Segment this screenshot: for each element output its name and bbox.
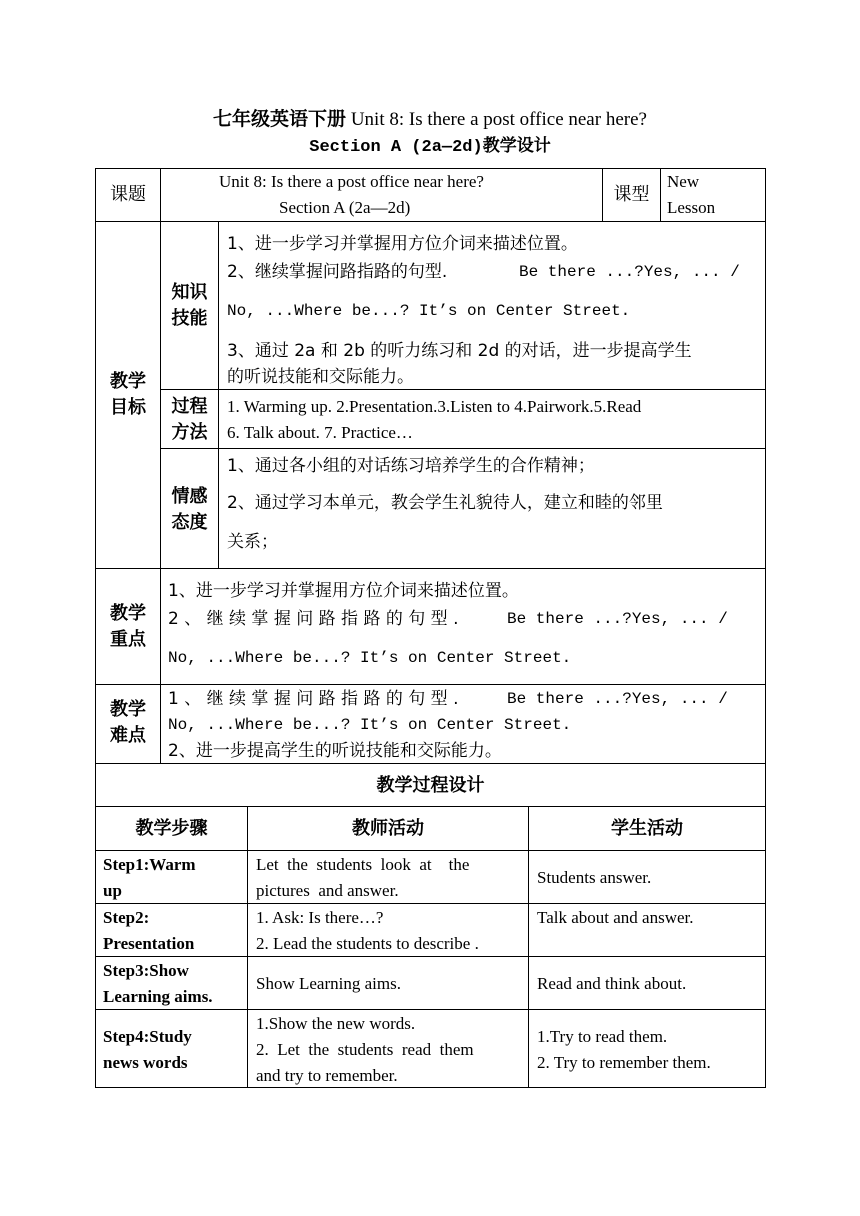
knowledge-line-2b: Be there ...?Yes, ... / (519, 263, 740, 281)
subtitle-en: Section A (2a—2d) (309, 138, 483, 157)
topic-line-2: Section A (2a—2d) (279, 198, 411, 217)
col-teacher-header-cell (247, 806, 529, 851)
knowledge-line-1: 1、进一步学习并掌握用方位介词来描述位置。 (227, 234, 578, 254)
knowledge-label-1: 知识 (171, 282, 208, 303)
attitude-label-2: 态度 (171, 512, 208, 533)
teacher-line-2: 2. Let the students read them (256, 1040, 474, 1059)
step-line-1: Step4:Study (103, 1027, 192, 1046)
difficulties-line-1a: 1 、 继 续 掌 握 问 路 指 路 的 句 型 . (168, 689, 459, 709)
attitude-line-2: 2、通过学习本单元，教会学生礼貌待人，建立和睦的邻里 (227, 493, 663, 513)
knowledge-line-4a: 3、通过 2a 和 2b 的听力练习和 2d 的对话，进一步提高学生 (227, 341, 692, 361)
col-student-header-cell (528, 806, 766, 851)
step-line-2: up (103, 881, 122, 900)
keypoints-label-1: 教学 (110, 603, 146, 624)
col-step-header: 教学步骤 (135, 818, 208, 839)
student-line-1: Students answer. (537, 868, 652, 887)
student-line-1: Talk about and answer. (537, 908, 694, 927)
goals-label-2: 目标 (110, 397, 146, 418)
step-line-1: Step1:Warm (103, 855, 196, 874)
type-label: 课型 (613, 184, 650, 205)
teacher-line-2: pictures and answer. (256, 881, 399, 900)
difficulties-label-1: 教学 (110, 699, 146, 720)
type-label-cell (602, 168, 661, 222)
teacher-line-3: and try to remember. (256, 1066, 398, 1085)
subtitle-cn: 教学设计 (482, 136, 551, 156)
process-line-1: 1. Warming up. 2.Presentation.3.Listen to 4.Pairwork.5.Read (227, 397, 642, 416)
keypoints-label-cell (95, 568, 161, 685)
knowledge-line-2a: 2、继续掌握问路指路的句型. (227, 262, 448, 282)
type-cell (660, 168, 766, 222)
keypoints-line-2a: 2 、 继 续 掌 握 问 路 指 路 的 句 型 . (168, 609, 459, 629)
teacher-line-1: Let the students look at the (256, 855, 470, 874)
keypoints-line-3: No, ...Where be...? It’s on Center Street. (168, 649, 572, 667)
step-line-2: Learning aims. (103, 987, 213, 1006)
knowledge-line-4b: 的听说技能和交际能力。 (227, 367, 414, 387)
student-activity-cell (528, 850, 766, 904)
col-teacher-header: 教师活动 (352, 818, 424, 839)
process-design-heading-cell (95, 763, 766, 807)
difficulties-label-cell (95, 684, 161, 764)
difficulties-line-1b: Be there ...?Yes, ... / (507, 690, 728, 708)
process-label-cell (160, 389, 219, 449)
goals-label-1: 教学 (110, 371, 146, 392)
step-line-2: Presentation (103, 934, 195, 953)
difficulties-line-2: No, ...Where be...? It’s on Center Street. (168, 716, 572, 734)
topic-label: 课题 (110, 184, 146, 205)
type-line-1: New (667, 172, 700, 191)
document-subtitle (0, 131, 860, 157)
table-row (95, 903, 248, 957)
student-activity-cell (528, 903, 766, 957)
attitude-label-1: 情感 (171, 486, 208, 507)
teacher-activity-cell (247, 956, 529, 1010)
topic-cell (160, 168, 603, 222)
process-design-heading: 教学过程设计 (376, 775, 485, 796)
step-line-1: Step3:Show (103, 961, 189, 980)
table-row (95, 850, 248, 904)
keypoints-cell (160, 568, 766, 685)
student-line-1: 1.Try to read them. (537, 1027, 668, 1046)
teacher-line-1: Show Learning aims. (256, 974, 401, 993)
difficulties-label-2: 难点 (110, 725, 146, 746)
table-row (95, 956, 248, 1010)
keypoints-line-2b: Be there ...?Yes, ... / (507, 610, 728, 628)
teacher-line-1: 1. Ask: Is there…? (256, 908, 384, 927)
title-en: Unit 8: Is there a post office near here? (346, 109, 647, 130)
teacher-activity-cell (247, 903, 529, 957)
attitude-label-cell (160, 448, 219, 569)
teacher-activity-cell (247, 1009, 529, 1088)
keypoints-line-1: 1、进一步学习并掌握用方位介词来描述位置。 (168, 581, 519, 601)
document-title (0, 104, 860, 131)
keypoints-label-2: 重点 (110, 629, 146, 650)
knowledge-label-2: 技能 (171, 308, 208, 329)
step-line-2: news words (103, 1053, 188, 1072)
difficulties-cell (160, 684, 766, 764)
student-activity-cell (528, 1009, 766, 1088)
teacher-line-1: 1.Show the new words. (256, 1014, 416, 1033)
topic-label-cell (95, 168, 161, 222)
teacher-line-2: 2. Lead the students to describe . (256, 934, 479, 953)
col-student-header: 学生活动 (611, 818, 683, 839)
process-label-2: 方法 (171, 422, 208, 443)
process-label-1: 过程 (171, 396, 208, 417)
step-line-1: Step2: (103, 908, 150, 927)
knowledge-label-cell (160, 221, 219, 390)
table-row (95, 1009, 248, 1088)
knowledge-line-3: No, ...Where be...? It’s on Center Street. (227, 302, 631, 320)
attitude-line-3: 关系； (227, 532, 278, 552)
teacher-activity-cell (247, 850, 529, 904)
difficulties-line-3: 2、进一步提高学生的听说技能和交际能力。 (168, 741, 502, 761)
type-line-2: Lesson (667, 198, 716, 217)
attitude-line-1: 1、通过各小组的对话练习培养学生的合作精神； (227, 456, 595, 476)
col-step-header-cell (95, 806, 248, 851)
student-activity-cell (528, 956, 766, 1010)
title-cn: 七年级英语下册 (213, 109, 347, 130)
student-line-2: 2. Try to remember them. (537, 1053, 711, 1072)
knowledge-cell (218, 221, 766, 390)
attitude-cell (218, 448, 766, 569)
process-line-2: 6. Talk about. 7. Practice… (227, 423, 413, 442)
topic-line-1: Unit 8: Is there a post office near here? (219, 172, 484, 191)
goals-label-cell (95, 221, 161, 569)
student-line-1: Read and think about. (537, 974, 687, 993)
process-cell (218, 389, 766, 449)
